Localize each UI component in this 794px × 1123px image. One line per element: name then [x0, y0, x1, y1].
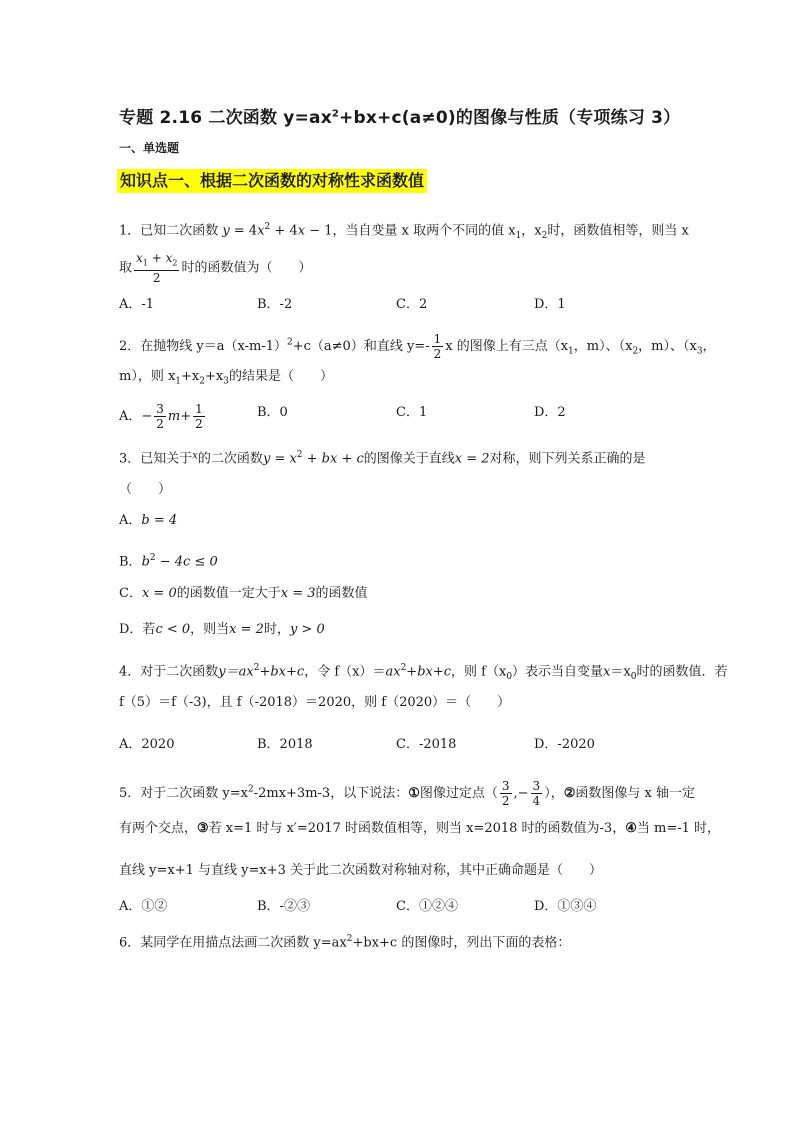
question-5-line-3: 直线 y=x+1 与直线 y=x+3 关于此二次函数对称轴对称，其中正确命题是（ ）: [119, 863, 602, 878]
fraction: $\frac{1}{2}$: [195, 402, 203, 431]
fraction: $\frac{x_1 + x_2}{2}$: [136, 251, 178, 286]
section-heading: 一、单选题: [119, 141, 180, 155]
question-1-line-1: 1．已知二次函数 $y = 4x^2 + 4x - 1$，当自变量 x 取两个不同的值 $x_1$，$x_2$时，函数值相等，则当 x: [119, 222, 689, 241]
q3-option-a: A．b = 4: [119, 513, 178, 528]
q3-option-d: D．若c < 0，则当x = 2时，y > 0: [119, 622, 325, 637]
question-4-line-1: 4．对于二次函数$y=ax^2+bx+c$，令 $f(x)=ax^2+bx+c$，则 $f(x_0)$表示当自变量$x=x_0$时的函数值．若: [119, 663, 728, 682]
question-3-line-1: 3．已知关于$^x$的二次函数$y = x^2$ + bx + c的图像关于直线x = 2对称，则下列关系正确的是: [119, 450, 646, 467]
q2-option-b: B．0: [257, 405, 288, 420]
q2-option-a: A．− $\frac{3}{2}$ m+ $\frac{1}{2}$: [119, 402, 203, 431]
question-2-line-2: m），则 $x_1+x_2+x_3$的结果是（ ）: [119, 369, 333, 387]
q4-option-d: D．-2020: [534, 737, 595, 752]
question-4-line-2: f（5）＝f（-3)，且 f（-2018）＝2020，则 f（2020）＝（ ）: [119, 695, 511, 710]
q3-option-c: C．x = 0的函数值一定大于x = 3的函数值: [119, 586, 368, 601]
q1-option-d: D．1: [534, 297, 566, 312]
q5-option-c: C．①②④: [396, 899, 458, 914]
fraction: $\frac{1}{2}$: [433, 332, 442, 361]
question-2-line-1: 2．在抛物线 $y=a(x-m-1)^2+c(a\ne 0)$和直线 y=- $\frac{1}{2}$ x 的图像上有三点（$x_1$，m）、（$x_2$，m）、（$x_3$，: [119, 332, 716, 361]
question-1-line-2: 取 $\frac{x_1 + x_2}{2}$ 时的函数值为（ ）: [119, 251, 312, 286]
question-6-line-1: 6．某同学在用描点法画二次函数 $y=ax^2+bx+c$ 的图像时，列出下面的表格：: [119, 934, 571, 951]
question-3-answer-paren: （ ）: [119, 482, 172, 497]
q4-option-a: A．2020: [119, 737, 175, 752]
q4-option-b: B．2018: [257, 737, 313, 752]
q5-option-d: D．①③④: [534, 899, 597, 914]
q3-option-b: B．$b^2 - 4c \le 0$: [119, 553, 218, 570]
question-5-line-2: 有两个交点，③若 x=1 时与 x′=2017 时函数值相等，则当 x=2018 时的函数值为-3，④当 m=-1 时，: [119, 821, 721, 836]
q4-option-c: C．-2018: [396, 737, 457, 752]
fraction: $\frac{3}{4}$: [532, 779, 541, 808]
fraction: $\frac{3}{2}$: [156, 402, 164, 431]
question-5-line-1: 5．对于二次函数 $y=x^2-2mx+3m-3$，以下说法：①图像过定点（ $\frac{3}{2}$ ,− $\frac{3}{4}$ ），②函数图像与 x 轴一定: [119, 779, 695, 808]
highlighted-topic: 知识点一、根据二次函数的对称性求函数值: [117, 169, 427, 193]
q2-option-d: D．2: [534, 405, 566, 420]
q2-option-c: C．1: [396, 405, 428, 420]
q1-option-a: A．-1: [119, 297, 155, 312]
q5-option-b: B．-②③: [257, 899, 310, 914]
q5-option-a: A．①②: [119, 899, 168, 914]
q1-option-b: B．-2: [257, 297, 293, 312]
q1-option-c: C．2: [396, 297, 428, 312]
fraction: $\frac{3}{2}$: [501, 779, 510, 808]
page-title: 专题 2.16 二次函数 $y=ax^2+bx+c(a\ne 0)$的图像与性质（专项练习 3）: [119, 108, 681, 128]
